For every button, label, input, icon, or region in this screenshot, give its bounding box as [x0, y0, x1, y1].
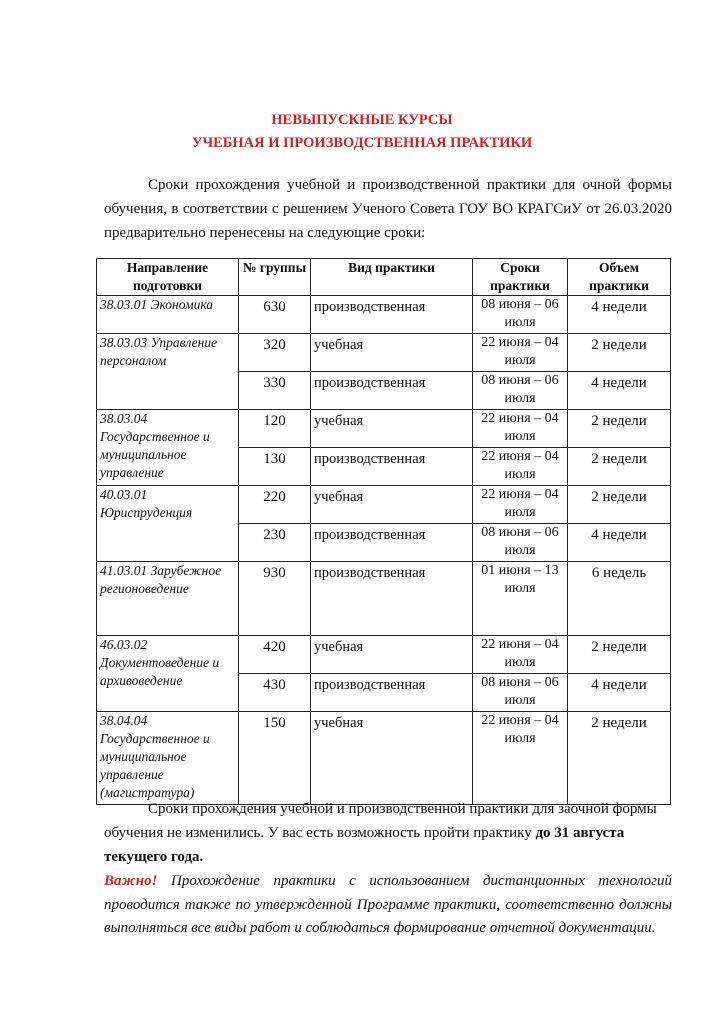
correspondence-text: Сроки прохождения учебной и производственной практики для заочной формы обучения не изменились. У вас есть возможность пройти практику [104, 801, 657, 841]
dates-cell: 22 июня – 04 июля [473, 486, 568, 524]
important-label: Важно! [104, 873, 158, 889]
group-cell: 420 [239, 636, 311, 674]
dates-cell: 01 июня – 13 июля [473, 562, 568, 636]
volume-cell: 4 недели [568, 372, 671, 410]
group-cell: 930 [239, 562, 311, 636]
kind-cell: учебная [311, 410, 473, 448]
header-kind: Вид практики [311, 259, 473, 296]
table-row [97, 486, 671, 524]
header-dates: Сроки практики [473, 259, 568, 296]
note-text: Прохождение практики с использованием дистанционных технологий проводится также по утвержденной Программе практики, соответственно должны выполняться все виды работ и соблюдаться формирование отчетной документации. [104, 873, 672, 936]
page-title-line2: УЧЕБНАЯ И ПРОИЗВОДСТВЕННАЯ ПРАКТИКИ [191, 135, 533, 151]
direction-cell: 41.03.01 Зарубежное регионоведение [97, 562, 239, 636]
kind-cell: учебная [311, 712, 473, 805]
dates-cell: 22 июня – 04 июля [473, 448, 568, 486]
group-cell: 120 [239, 410, 311, 448]
kind-cell: производственная [311, 296, 473, 334]
dates-cell: 08 июня – 06 июля [473, 372, 568, 410]
direction-cell: 38.03.01 Экономика [97, 296, 239, 334]
kind-cell: производственная [311, 372, 473, 410]
note-paragraph [104, 870, 672, 941]
volume-cell: 6 недель [568, 562, 671, 636]
dates-cell: 08 июня – 06 июля [473, 296, 568, 334]
header-volume: Объем практики [568, 259, 671, 296]
dates-cell: 22 июня – 04 июля [473, 712, 568, 805]
dates-cell: 22 июня – 04 июля [473, 410, 568, 448]
table-row [97, 334, 671, 372]
intro-date: 26.03.2020 [604, 201, 672, 217]
direction-cell: 38.03.03 Управление персоналом [97, 334, 239, 410]
group-cell: 320 [239, 334, 311, 372]
intro-text-before: Сроки прохождения учебной и производственной практики для очной формы обучения, в соответствии с решением Ученого Совета ГОУ ВО КРАГСиУ от [104, 177, 672, 217]
kind-cell: учебная [311, 636, 473, 674]
kind-cell: производственная [311, 562, 473, 636]
direction-cell: 38.04.04 Государственное и муниципальное управление (магистратура) [97, 712, 239, 805]
group-cell: 220 [239, 486, 311, 524]
direction-cell: 40.03.01 Юриспруденция [97, 486, 239, 562]
table-row [97, 712, 671, 805]
kind-cell: производственная [311, 524, 473, 562]
group-cell: 150 [239, 712, 311, 805]
volume-cell: 2 недели [568, 410, 671, 448]
volume-cell: 2 недели [568, 448, 671, 486]
group-cell: 430 [239, 674, 311, 712]
header-direction: Направление подготовки [97, 259, 239, 296]
volume-cell: 4 недели [568, 524, 671, 562]
volume-cell: 2 недели [568, 636, 671, 674]
volume-cell: 2 недели [568, 712, 671, 805]
group-cell: 330 [239, 372, 311, 410]
correspondence-paragraph [104, 797, 672, 869]
volume-cell: 2 недели [568, 334, 671, 372]
group-cell: 130 [239, 448, 311, 486]
page-title-line1: НЕВЫПУСКНЫЕ КУРСЫ [271, 112, 453, 128]
group-cell: 230 [239, 524, 311, 562]
volume-cell: 4 недели [568, 296, 671, 334]
table-row [97, 296, 671, 334]
table-header-row [97, 259, 671, 296]
kind-cell: производственная [311, 448, 473, 486]
volume-cell: 2 недели [568, 486, 671, 524]
group-cell: 630 [239, 296, 311, 334]
header-group: № группы [239, 259, 311, 296]
kind-cell: учебная [311, 486, 473, 524]
dates-cell: 08 июня – 06 июля [473, 674, 568, 712]
direction-cell: 38.03.04 Государственное и муниципальное управление [97, 410, 239, 486]
dates-cell: 22 июня – 04 июля [473, 334, 568, 372]
dates-cell: 22 июня – 04 июля [473, 636, 568, 674]
kind-cell: учебная [311, 334, 473, 372]
direction-cell: 46.03.02 Документоведение и архивоведение [97, 636, 239, 712]
intro-paragraph [104, 173, 672, 245]
deadline-text: до 31 августа текущего года. [104, 825, 625, 865]
table-row [97, 562, 671, 636]
table-row [97, 410, 671, 448]
table-row [97, 636, 671, 674]
dates-cell: 08 июня – 06 июля [473, 524, 568, 562]
practice-table [96, 258, 671, 805]
volume-cell: 4 недели [568, 674, 671, 712]
intro-text-after: предварительно перенесены на следующие сроки: [104, 225, 426, 241]
kind-cell: производственная [311, 674, 473, 712]
